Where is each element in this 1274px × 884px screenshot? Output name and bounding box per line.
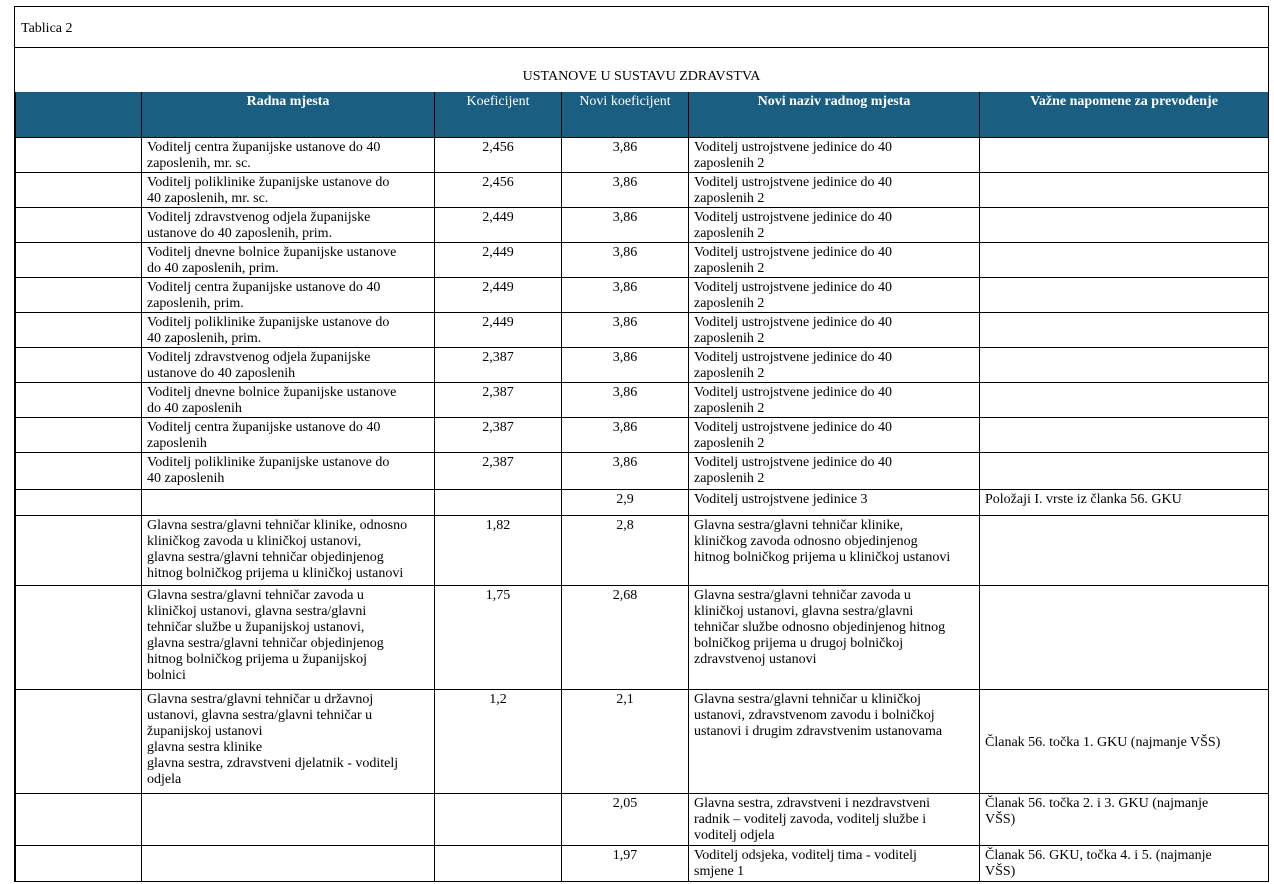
job-title-cell: Voditelj dnevne bolnice županijske ustanove do 40 zaposlenih xyxy=(142,383,435,418)
job-title-cell: Voditelj poliklinike županijske ustanove do 40 zaposlenih, mr. sc. xyxy=(142,173,435,208)
table-row xyxy=(16,313,1269,348)
blank-cell xyxy=(16,846,142,882)
translation-note-cell xyxy=(980,173,1269,208)
new-coefficient-cell: 3,86 xyxy=(562,313,689,348)
new-coefficient-cell: 3,86 xyxy=(562,208,689,243)
new-coefficient-cell: 2,1 xyxy=(562,690,689,794)
coefficient-cell: 2,387 xyxy=(435,383,562,418)
header-novi-naziv: Novi naziv radnog mjesta xyxy=(689,92,980,138)
translation-note-cell: Položaji I. vrste iz članka 56. GKU xyxy=(980,490,1269,516)
translation-note-cell xyxy=(980,418,1269,453)
job-title-cell: Voditelj centra županijske ustanove do 40 zaposlenih, mr. sc. xyxy=(142,138,435,173)
new-job-title-cell: Voditelj ustrojstvene jedinice do 40 zaposlenih 2 xyxy=(689,418,980,453)
coefficient-cell: 1,75 xyxy=(435,586,562,690)
job-title-cell xyxy=(142,490,435,516)
table-row xyxy=(16,453,1269,490)
new-job-title-cell: Voditelj ustrojstvene jedinice do 40 zaposlenih 2 xyxy=(689,348,980,383)
new-coefficient-cell: 3,86 xyxy=(562,453,689,490)
translation-note-cell xyxy=(980,453,1269,490)
table-row xyxy=(16,418,1269,453)
job-title-cell: Voditelj poliklinike županijske ustanove do 40 zaposlenih xyxy=(142,453,435,490)
coefficient-cell xyxy=(435,490,562,516)
table-header-row xyxy=(16,92,1269,138)
new-coefficient-cell: 3,86 xyxy=(562,243,689,278)
coefficient-cell xyxy=(435,794,562,846)
new-job-title-cell: Voditelj ustrojstvene jedinice do 40 zaposlenih 2 xyxy=(689,383,980,418)
translation-note-cell xyxy=(980,208,1269,243)
new-coefficient-cell: 2,9 xyxy=(562,490,689,516)
translation-note-cell xyxy=(980,138,1269,173)
job-title-cell: Voditelj zdravstvenog odjela županijske ustanove do 40 zaposlenih, prim. xyxy=(142,208,435,243)
coefficient-cell: 2,387 xyxy=(435,418,562,453)
blank-cell xyxy=(16,313,142,348)
blank-cell xyxy=(16,490,142,516)
new-coefficient-cell: 2,68 xyxy=(562,586,689,690)
coefficient-cell: 2,387 xyxy=(435,453,562,490)
table-row xyxy=(16,348,1269,383)
table-row xyxy=(16,383,1269,418)
translation-note-cell xyxy=(980,313,1269,348)
new-job-title-cell: Voditelj ustrojstvene jedinice 3 xyxy=(689,490,980,516)
new-job-title-cell: Glavna sestra/glavni tehničar klinike, kliničkog zavoda odnosno objedinjenog hitnog bolničkog prijema u kliničkoj ustanovi xyxy=(689,516,980,586)
table-row xyxy=(16,846,1269,882)
translation-note-cell: Članak 56. točka 1. GKU (najmanje VŠS) xyxy=(980,690,1269,794)
translation-note-cell xyxy=(980,383,1269,418)
table-row xyxy=(16,490,1269,516)
new-coefficient-cell: 3,86 xyxy=(562,348,689,383)
translation-note-cell xyxy=(980,348,1269,383)
translation-note-cell: Članak 56. točka 2. i 3. GKU (najmanje VŠS) xyxy=(980,794,1269,846)
table-row xyxy=(16,138,1269,173)
blank-cell xyxy=(16,586,142,690)
blank-cell xyxy=(16,243,142,278)
job-title-cell xyxy=(142,794,435,846)
blank-cell xyxy=(16,208,142,243)
blank-cell xyxy=(16,690,142,794)
job-title-cell: Voditelj dnevne bolnice županijske ustanove do 40 zaposlenih, prim. xyxy=(142,243,435,278)
table-row xyxy=(16,690,1269,794)
coefficient-cell: 2,456 xyxy=(435,173,562,208)
new-job-title-cell: Glavna sestra/glavni tehničar u kliničkoj ustanovi, zdravstvenom zavodu i bolničkoj ustanovi i drugim zdravstvenim ustanovama xyxy=(689,690,980,794)
table-row xyxy=(16,586,1269,690)
job-title-cell: Voditelj zdravstvenog odjela županijske ustanove do 40 zaposlenih xyxy=(142,348,435,383)
new-coefficient-cell: 3,86 xyxy=(562,138,689,173)
translation-note-cell xyxy=(980,586,1269,690)
new-job-title-cell: Voditelj ustrojstvene jedinice do 40 zaposlenih 2 xyxy=(689,453,980,490)
new-coefficient-cell: 2,8 xyxy=(562,516,689,586)
table-row xyxy=(16,173,1269,208)
translation-note-cell: Članak 56. GKU, točka 4. i 5. (najmanje VŠS) xyxy=(980,846,1269,882)
coefficient-cell: 2,387 xyxy=(435,348,562,383)
job-title-cell: Glavna sestra/glavni tehničar u državnoj ustanovi, glavna sestra/glavni tehničar u županijskoj ustanovi glavna sestra klinike glavna sestra, zdravstveni djelatnik - voditelj odjela xyxy=(142,690,435,794)
header-koeficijent: Koeficijent xyxy=(435,92,562,138)
new-job-title-cell: Voditelj ustrojstvene jedinice do 40 zaposlenih 2 xyxy=(689,208,980,243)
blank-cell xyxy=(16,278,142,313)
new-job-title-cell: Voditelj ustrojstvene jedinice do 40 zaposlenih 2 xyxy=(689,278,980,313)
translation-note-cell xyxy=(980,243,1269,278)
new-coefficient-cell: 3,86 xyxy=(562,278,689,313)
new-job-title-cell: Voditelj ustrojstvene jedinice do 40 zaposlenih 2 xyxy=(689,173,980,208)
job-title-cell: Glavna sestra/glavni tehničar klinike, odnosno kliničkog zavoda u kliničkoj ustanovi, glavna sestra/glavni tehničar objedinjenog hitnog bolničkog prijema u kliničkoj ustanovi xyxy=(142,516,435,586)
table-row xyxy=(16,516,1269,586)
coefficient-cell: 2,449 xyxy=(435,243,562,278)
new-job-title-cell: Glavna sestra/glavni tehničar zavoda u kliničkoj ustanovi, glavna sestra/glavni tehničar službe odnosno objedinjenog hitnog bolničkog prijema u drugoj bolničkoj zdravstvenoj ustanovi xyxy=(689,586,980,690)
table-caption: Tablica 2 xyxy=(15,7,1268,48)
header-napomene: Važne napomene za prevođenje xyxy=(980,92,1269,138)
coefficient-cell: 2,449 xyxy=(435,208,562,243)
header-radna-mjesta: Radna mjesta xyxy=(142,92,435,138)
table-row xyxy=(16,243,1269,278)
new-job-title-cell: Voditelj odsjeka, voditelj tima - voditelj smjene 1 xyxy=(689,846,980,882)
table-row xyxy=(16,794,1269,846)
coefficient-cell xyxy=(435,846,562,882)
job-title-cell: Voditelj centra županijske ustanove do 40 zaposlenih, prim. xyxy=(142,278,435,313)
blank-cell xyxy=(16,794,142,846)
blank-cell xyxy=(16,383,142,418)
section-title: USTANOVE U SUSTAVU ZDRAVSTVA xyxy=(522,69,761,84)
coefficient-cell: 2,456 xyxy=(435,138,562,173)
table-row xyxy=(16,208,1269,243)
coefficient-cell: 2,449 xyxy=(435,278,562,313)
coefficient-cell: 1,82 xyxy=(435,516,562,586)
new-job-title-cell: Voditelj ustrojstvene jedinice do 40 zaposlenih 2 xyxy=(689,138,980,173)
header-blank xyxy=(16,92,142,138)
blank-cell xyxy=(16,173,142,208)
new-coefficient-cell: 2,05 xyxy=(562,794,689,846)
coefficient-cell: 2,449 xyxy=(435,313,562,348)
translation-note-cell xyxy=(980,278,1269,313)
new-job-title-cell: Glavna sestra, zdravstveni i nezdravstveni radnik – voditelj zavoda, voditelj službe i voditelj odjela xyxy=(689,794,980,846)
table-row xyxy=(16,278,1269,313)
blank-cell xyxy=(16,348,142,383)
new-coefficient-cell: 1,97 xyxy=(562,846,689,882)
blank-cell xyxy=(16,516,142,586)
new-coefficient-cell: 3,86 xyxy=(562,383,689,418)
translation-note-cell xyxy=(980,516,1269,586)
blank-cell xyxy=(16,418,142,453)
job-title-cell: Glavna sestra/glavni tehničar zavoda u kliničkoj ustanovi, glavna sestra/glavni tehničar službe u županijskoj ustanovi, glavna sestra/glavni tehničar objedinjenog hitnog bolničkog prijema u županijskoj bolnici xyxy=(142,586,435,690)
document-table-frame xyxy=(14,6,1269,882)
new-job-title-cell: Voditelj ustrojstvene jedinice do 40 zaposlenih 2 xyxy=(689,313,980,348)
new-coefficient-cell: 3,86 xyxy=(562,173,689,208)
new-job-title-cell: Voditelj ustrojstvene jedinice do 40 zaposlenih 2 xyxy=(689,243,980,278)
new-coefficient-cell: 3,86 xyxy=(562,418,689,453)
positions-table xyxy=(15,92,1269,882)
blank-cell xyxy=(16,453,142,490)
job-title-cell: Voditelj centra županijske ustanove do 40 zaposlenih xyxy=(142,418,435,453)
job-title-cell: Voditelj poliklinike županijske ustanove do 40 zaposlenih, prim. xyxy=(142,313,435,348)
blank-cell xyxy=(16,138,142,173)
header-novi-koeficijent: Novi koeficijent xyxy=(562,92,689,138)
coefficient-cell: 1,2 xyxy=(435,690,562,794)
job-title-cell xyxy=(142,846,435,882)
